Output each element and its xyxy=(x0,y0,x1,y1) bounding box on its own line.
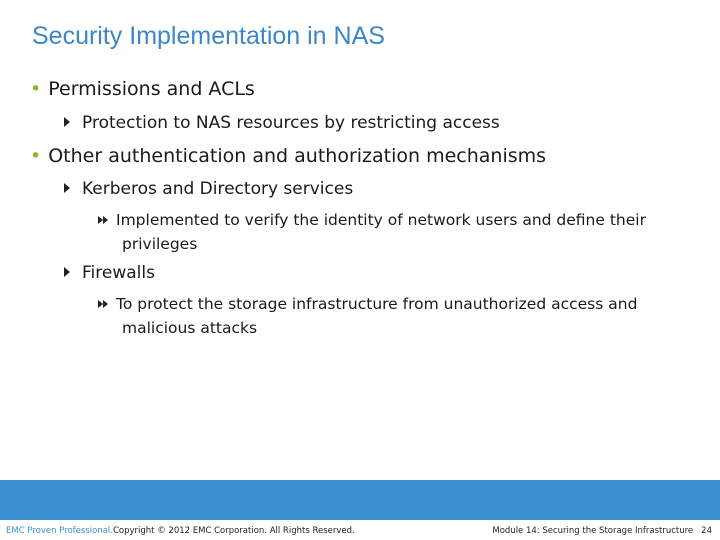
arrow-bullet-icon xyxy=(64,183,70,193)
slide-title: Security Implementation in NAS xyxy=(32,22,385,50)
double-arrow-bullet-icon xyxy=(98,291,108,315)
sub-bullet-firewalls xyxy=(64,263,155,283)
footer-copyright-text: Copyright © 2012 EMC Corporation. All Rights Reserved. xyxy=(112,526,355,536)
bullet-text: Other authentication and authorization mechanisms xyxy=(48,145,547,167)
footer-brand: EMC Proven Professional. xyxy=(6,526,113,536)
bullet-dot-icon: • xyxy=(30,145,42,167)
bullet-text: Implemented to verify the identity of network users and define their xyxy=(116,211,646,229)
sub-sub-bullet-protect xyxy=(98,291,637,340)
footer-copyright xyxy=(6,526,355,536)
arrow-bullet-icon xyxy=(64,117,70,127)
bullet-text: To protect the storage infrastructure from unauthorized access and xyxy=(116,295,638,313)
footer-module-info xyxy=(492,526,712,536)
bullet-text: Permissions and ACLs xyxy=(48,78,255,100)
bullet-other-mechanisms xyxy=(30,145,546,167)
bullet-text: Protection to NAS resources by restricting access xyxy=(82,113,500,133)
bullet-text-continued: malicious attacks xyxy=(122,319,258,337)
footer-bar xyxy=(0,480,720,520)
bullet-permissions xyxy=(30,78,255,100)
bullet-dot-icon: • xyxy=(30,78,42,100)
sub-bullet-protection xyxy=(64,113,500,133)
sub-sub-bullet-identity xyxy=(98,207,646,256)
bullet-text-continued: privileges xyxy=(122,235,198,253)
double-arrow-bullet-icon xyxy=(98,207,108,231)
arrow-bullet-icon xyxy=(64,267,70,277)
bullet-text: Firewalls xyxy=(82,263,155,283)
page-number: 24 xyxy=(701,526,712,536)
sub-bullet-kerberos xyxy=(64,179,353,199)
bullet-text: Kerberos and Directory services xyxy=(82,179,354,199)
footer-module: Module 14: Securing the Storage Infrastructure xyxy=(492,526,694,536)
